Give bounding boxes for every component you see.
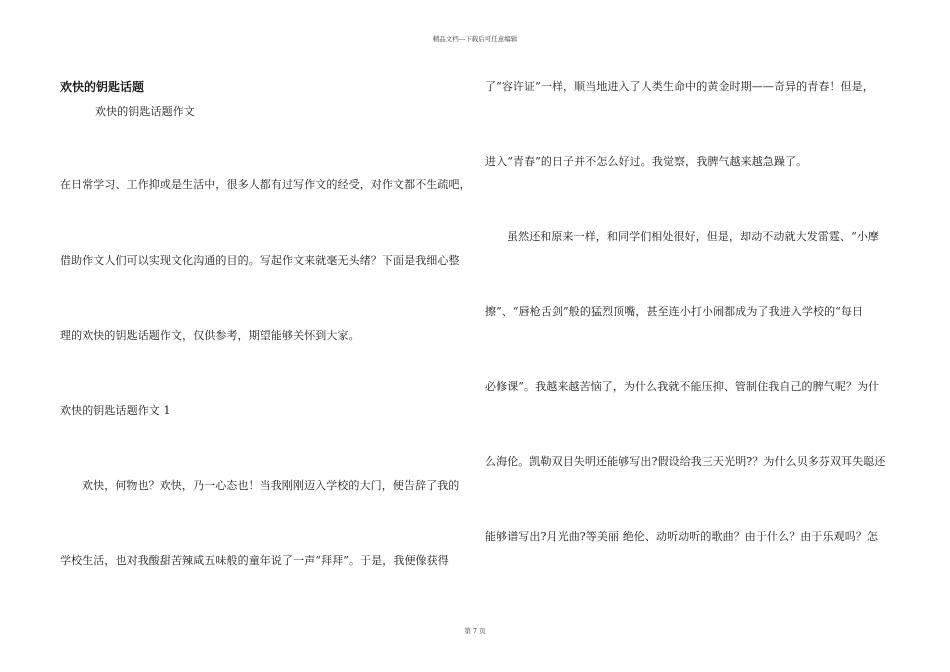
paragraph-line: 能够谱写出?月光曲?等美丽 绝伦、动听动听的歌曲？由于什么？由于乐观吗？怎: [485, 530, 878, 543]
document-subtitle: 欢快的钥匙话题作文: [95, 105, 195, 118]
paragraph-line: 么海伦。凯勒双目失明还能够写出?假设给我三天光明?？为什么贝多芬双耳失聪还: [485, 455, 886, 468]
paragraph-line: 在日常学习、工作抑或是生活中，很多人都有过写作文的经受，对作文都不生疏吧，: [60, 178, 471, 191]
paragraph-line: 理的欢快的钥匙话题作文，仅供参考，期望能够关怀到大家。: [60, 329, 360, 342]
paragraph-line: 了“容许证”一样，顺当地进入了人类生命中的黄金时期——奇异的青春！但是，: [485, 80, 874, 93]
paragraph-line: 学校生活，也对我酸甜苦辣咸五味般的童年说了一声“拜拜”。于是，我便像获得: [60, 554, 449, 567]
paragraph-line: 擦”、“唇枪舌剑”般的猛烈顶嘴，甚至连小打小闹都成为了我进入学校的“每日: [485, 305, 864, 318]
page-number: 第 7 页: [464, 627, 486, 635]
paragraph-line: 必修课”。我越来越苦恼了，为什么我就不能压抑、管制住我自己的脾气呢？为什: [485, 380, 880, 393]
paragraph-line: 进入“青春”的日子并不怎么好过。我觉察，我脾气越来越急躁了。: [485, 155, 808, 168]
header-note: 精品文档---下载后可任意编辑: [432, 35, 518, 43]
paragraph-line: 借助作文人们可以实现文化沟通的目的。写起作文来就毫无头绪？下面是我细心整: [60, 254, 460, 267]
paragraph-line: 欢快，何物也？欢快，乃一心态也！当我刚刚迈入学校的大门，便告辞了我的: [82, 479, 460, 492]
paragraph-line: 虽然还和原来一样，和同学们相处很好，但是，却动不动就大发雷霆、“小摩: [507, 230, 880, 243]
section-heading: 欢快的钥匙话题作文 1: [60, 404, 171, 417]
document-title: 欢快的钥匙话题: [60, 80, 145, 94]
